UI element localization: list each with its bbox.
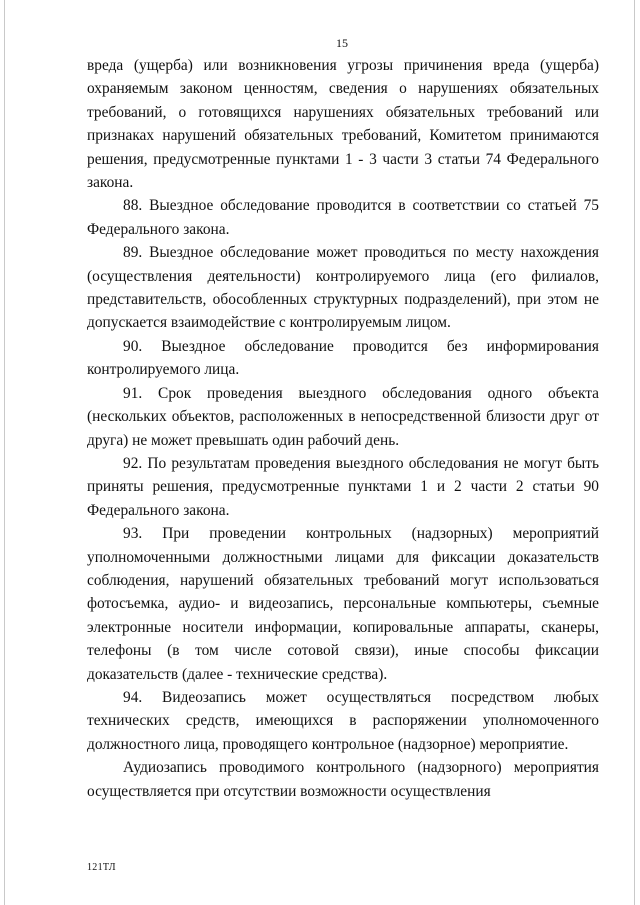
paragraph-audio-recording: Аудиозапись проводимого контрольного (надзорного) мероприятия осуществляется при отсутствии возможности осуществления	[87, 759, 599, 800]
paragraph-88: 88. Выездное обследование проводится в соответствии со статьей 75 Федерального закона.	[87, 197, 599, 238]
scan-edge-right	[634, 0, 635, 905]
paragraph-90: 90. Выездное обследование проводится без информирования контролируемого лица.	[87, 337, 599, 379]
paragraph-93: 93. При проведении контрольных (надзорных) мероприятий уполномоченными должностными лицами для фиксации доказательств соблюдения, нарушений обязательных требований могут использоваться фотосъемка, аудио- и видеозапись, персональные компьютеры, съемные электронные носители информации, копировальные аппараты, сканеры, телефоны (в том числе сотовой связи), иные способы фиксации доказательств (далее - технические средства).	[87, 525, 599, 683]
document-body	[87, 54, 599, 803]
paragraph-continuation: вреда (ущерба) или возникновения угрозы причинения вреда (ущерба) охраняемым законом ценностям, сведения о нарушениях обязательных требований, о готовящихся нарушениях обязательных требований или признаках нарушений обязательных требований, Комитетом принимаются решения, предусмотренные пунктами 1 - 3 части 3 статьи 74 Федерального закона.	[87, 57, 599, 192]
paragraph-91: 91. Срок проведения выездного обследования одного объекта (нескольких объектов, расположенных в непосредственной близости друг от друга) не может превышать один рабочий день.	[87, 384, 599, 449]
paragraph-92: 92. По результатам проведения выездного обследования не могут быть приняты решения, предусмотренные пунктами 1 и 2 части 2 статьи 90 Федерального закона.	[87, 454, 599, 519]
page-number: 15	[336, 36, 348, 50]
paragraph-94: 94. Видеозапись может осуществляться посредством любых технических средств, имеющихся в распоряжении уполномоченного должностного лица, проводящего контрольное (надзорное) мероприятие.	[87, 688, 599, 753]
scan-edge-left	[4, 0, 5, 905]
paragraph-89: 89. Выездное обследование может проводиться по месту нахождения (осуществления деятельности) контролируемого лица (его филиалов, представительств, обособленных структурных подразделений), при этом не допускается взаимодействие с контролируемым лицом.	[87, 244, 599, 332]
document-code: 121ТЛ	[87, 862, 116, 873]
